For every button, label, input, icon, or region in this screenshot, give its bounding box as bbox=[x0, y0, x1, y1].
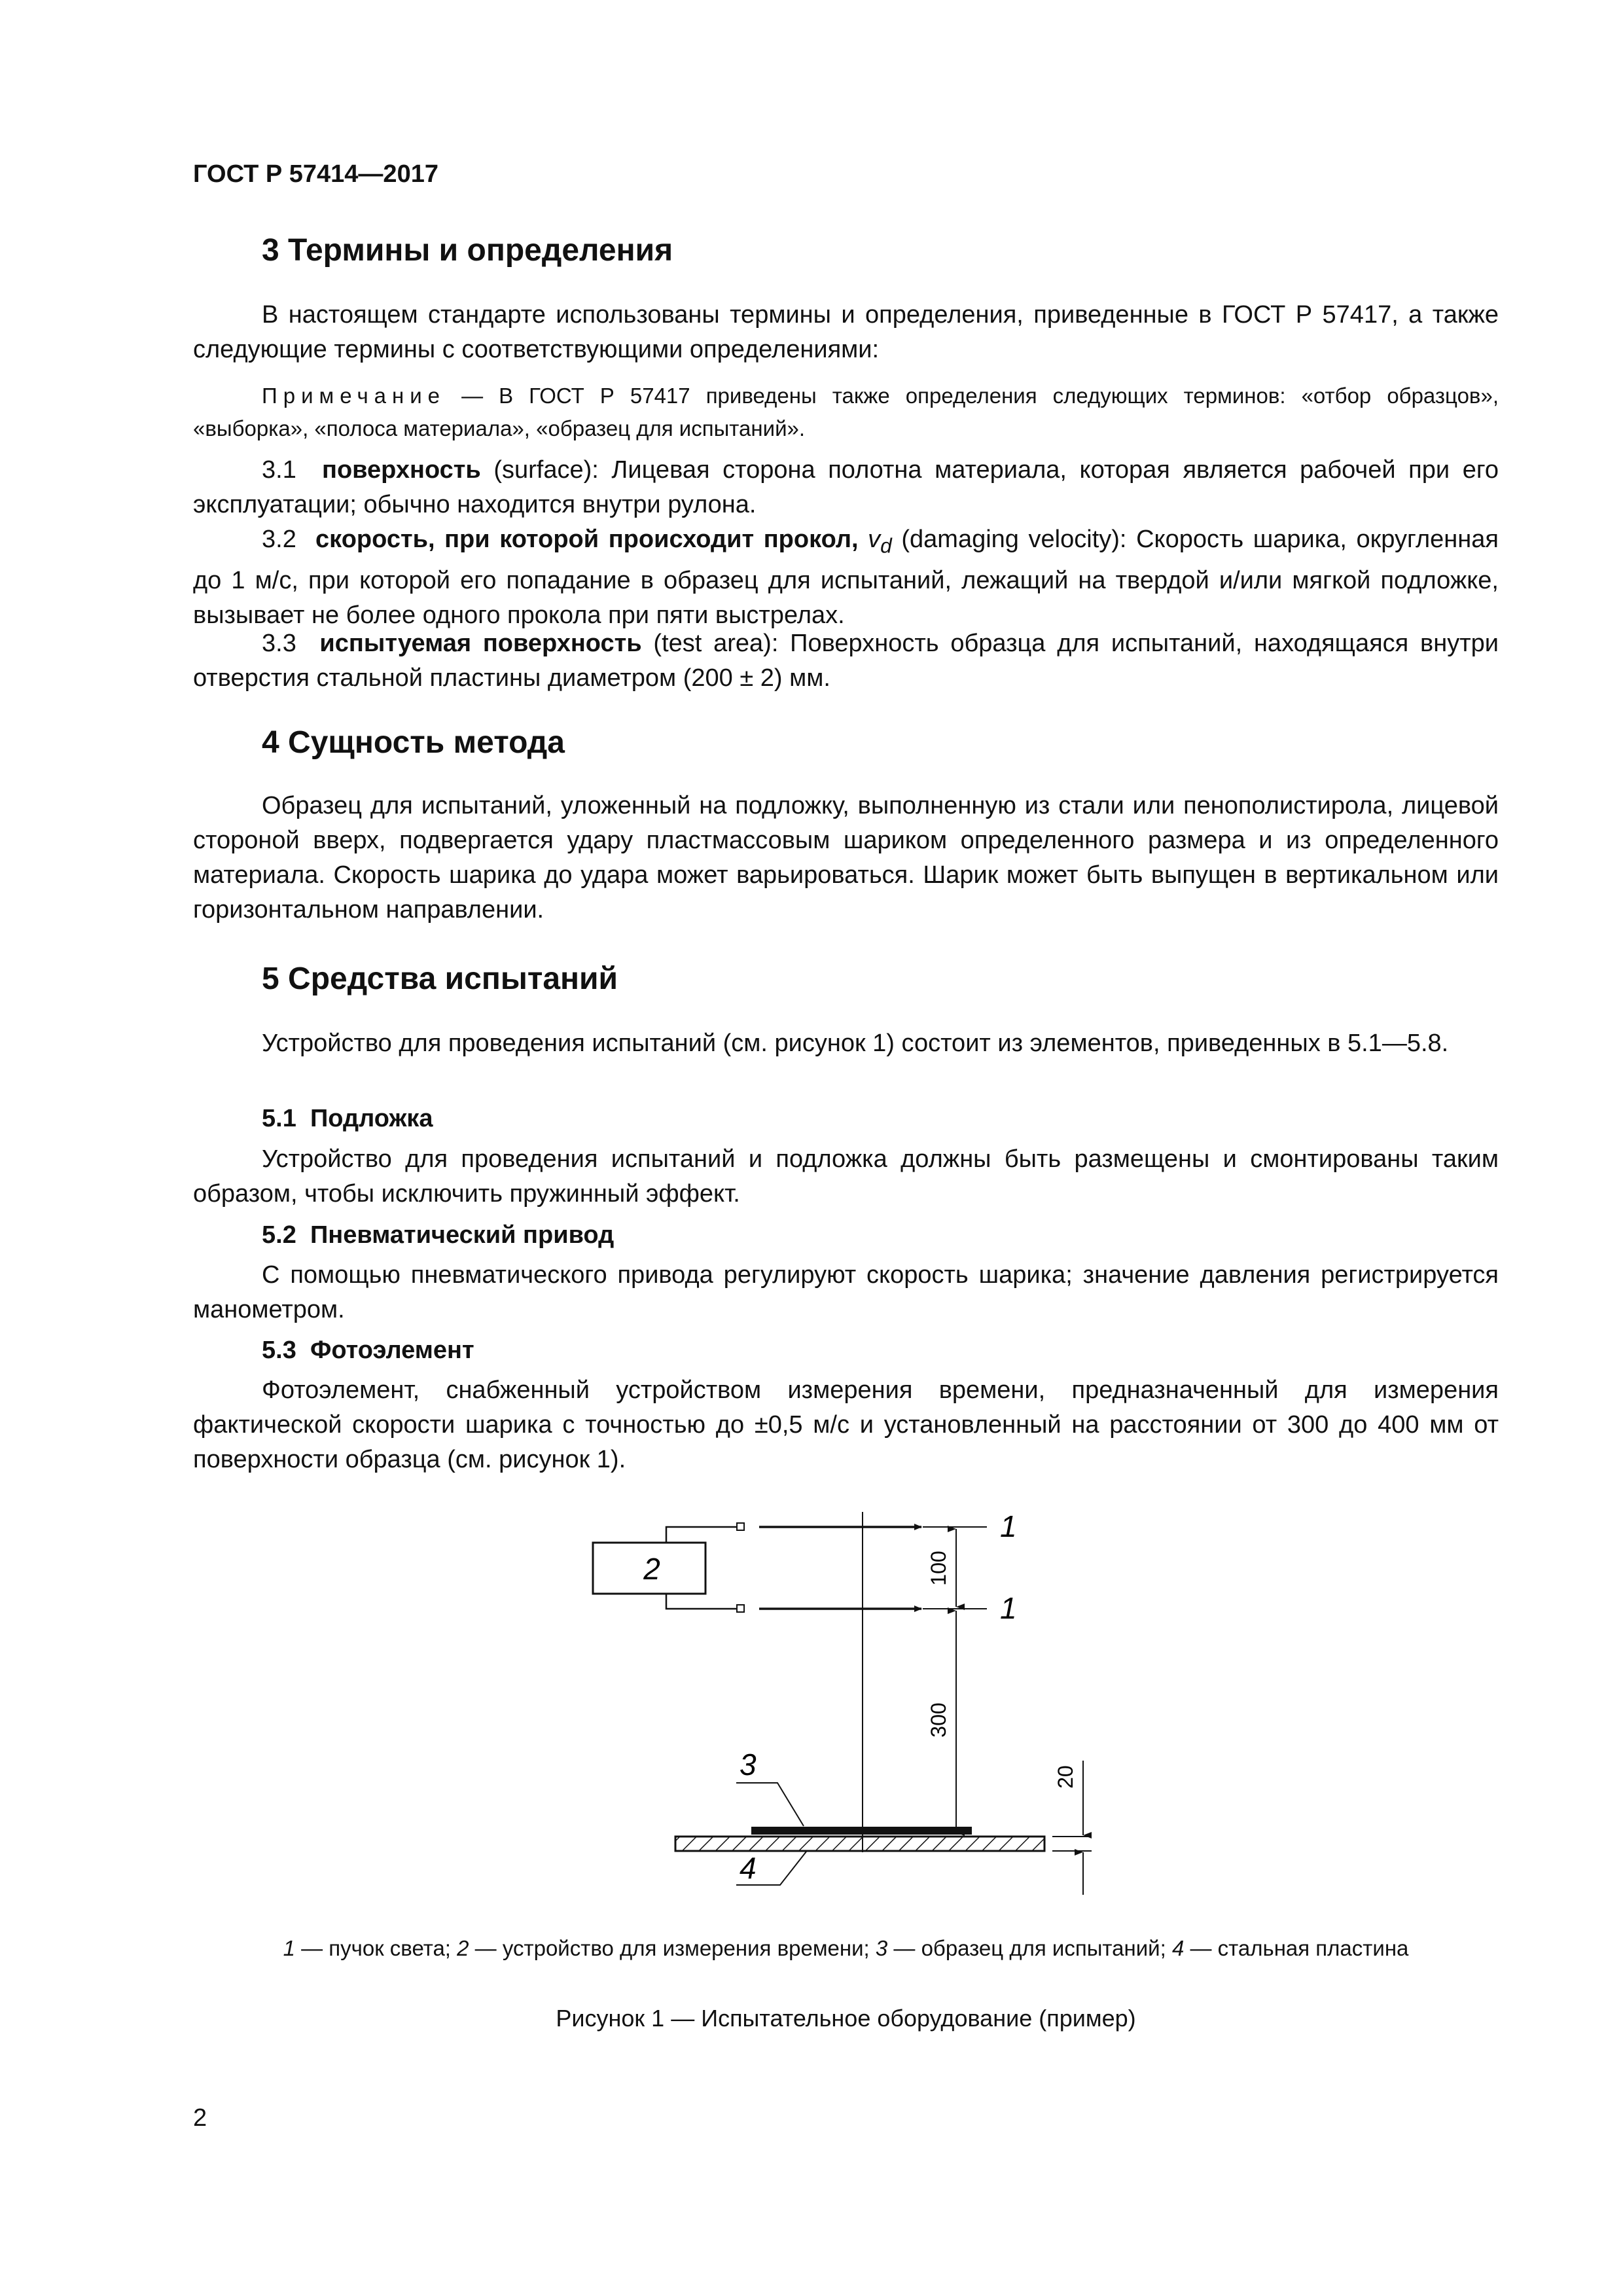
steel-plate bbox=[675, 1837, 1044, 1851]
legend-text-4: — стальная пластина bbox=[1184, 1936, 1409, 1960]
subsection-5-3-number: 5.3 bbox=[262, 1336, 296, 1364]
label-1-bottom: 1 bbox=[1000, 1591, 1017, 1625]
subsection-5-2-number: 5.2 bbox=[262, 1221, 296, 1249]
leader-3 bbox=[736, 1783, 804, 1826]
term-3-3-term: испытуемая поверхность bbox=[319, 630, 642, 657]
wire-top bbox=[666, 1527, 737, 1543]
subsection-5-2-text: С помощью пневматического привода регулируют скорость шарика; значение давления регистрируется манометром. bbox=[193, 1261, 1499, 1323]
subsection-5-3-text: Фотоэлемент, снабженный устройством измерения времени, предназначенный для измерения фактической скорости шарика с точностью до ±0,5 м/с и установленный на расстоянии от 300 до 400 мм от поверхности образца (см. рисунок 1). bbox=[193, 1376, 1499, 1473]
legend-number-1: 1 bbox=[283, 1936, 295, 1960]
emitter-bottom bbox=[737, 1605, 744, 1612]
term-3-3-number: 3.3 bbox=[262, 630, 296, 657]
document-header: ГОСТ Р 57414—2017 bbox=[193, 160, 438, 188]
legend-number-4: 4 bbox=[1171, 1936, 1185, 1960]
section-5-intro: Устройство для проведения испытаний (см. рисунок 1) состоит из элементов, приведенных в 5.1—5.8. bbox=[262, 1030, 1449, 1057]
term-3-2-term: скорость, при которой происходит прокол, bbox=[315, 526, 859, 553]
legend-text-2: — устройство для измерения времени; bbox=[469, 1936, 876, 1960]
section-5-heading: 5 Средства испытаний bbox=[262, 961, 618, 996]
legend-number-3: 3 bbox=[875, 1936, 888, 1960]
legend-text-3: — образец для испытаний; bbox=[887, 1936, 1172, 1960]
section-4-text: Образец для испытаний, уложенный на подложку, выполненную из стали или пенополистирола, лицевой стороной вверх, подвергается удару пластмассовым шариком определенного размера и из определенного материала. Скорость шарика до удара может варьироваться. Шарик может быть выпущен в вертикальном или горизонтальном направлении. bbox=[193, 792, 1499, 924]
note-label: Примечание bbox=[262, 384, 446, 408]
label-4: 4 bbox=[740, 1851, 757, 1885]
section-4-heading: 4 Сущность метода bbox=[262, 725, 565, 760]
figure-title: Рисунок 1 — Испытательное оборудование (пример) bbox=[556, 2005, 1136, 2032]
subsection-5-1-number: 5.1 bbox=[262, 1105, 296, 1132]
term-3-2-definition: (damaging velocity): Скорость шарика, округленная до 1 м/с, при которой его попадание в образец для испытаний, лежащий на твердой и/или мягкой подложке, вызывает не более одного прокола при пяти выстрелах. bbox=[193, 526, 1499, 629]
term-3-2-symbol-subscript: d bbox=[880, 533, 892, 558]
label-3: 3 bbox=[740, 1748, 757, 1782]
subsection-5-1-text: Устройство для проведения испытаний и подложка должны быть размещены и смонтированы таким образом, чтобы исключить пружинный эффект. bbox=[193, 1145, 1499, 1208]
emitter-top bbox=[737, 1523, 744, 1530]
label-1-top: 1 bbox=[1000, 1509, 1017, 1543]
legend-number-2: 2 bbox=[457, 1936, 469, 1960]
term-3-2-number: 3.2 bbox=[262, 526, 296, 553]
term-3-3-definition: (test area): Поверхность образца для испытаний, находящаяся внутри отверстия стальной пластины диаметром (200 ± 2) мм. bbox=[193, 630, 1499, 692]
term-3-1-term: поверхность bbox=[322, 456, 481, 484]
subsection-5-1-title: Подложка bbox=[310, 1105, 433, 1132]
note-text: — В ГОСТ Р 57417 приведены также определения следующих терминов: «отбор образцов», «выборка», «полоса материала», «образец для испытаний». bbox=[193, 384, 1499, 440]
page-number: 2 bbox=[193, 2104, 207, 2132]
dimension-300-label: 300 bbox=[927, 1702, 950, 1738]
dimension-100-label: 100 bbox=[927, 1551, 950, 1586]
dimension-20-label: 20 bbox=[1054, 1765, 1077, 1789]
term-3-1-number: 3.1 bbox=[262, 456, 296, 484]
subsection-5-3-title: Фотоэлемент bbox=[310, 1336, 474, 1364]
term-3-2-symbol: v bbox=[868, 526, 881, 553]
figure-legend bbox=[193, 1936, 1499, 1961]
wire-bottom bbox=[666, 1594, 737, 1609]
legend-text-1: — пучок света; bbox=[294, 1936, 457, 1960]
sample bbox=[751, 1827, 972, 1835]
label-2: 2 bbox=[643, 1552, 660, 1586]
subsection-5-2-title: Пневматический привод bbox=[310, 1221, 615, 1249]
section-3-heading: 3 Термины и определения bbox=[262, 233, 673, 268]
term-3-1-definition: (surface): Лицевая сторона полотна материала, которая является рабочей при его эксплуатации; обычно находится внутри рулона. bbox=[193, 456, 1499, 518]
section-3-intro-text: В настоящем стандарте использованы термины и определения, приведенные в ГОСТ Р 57417, а также следующие термины с соответствующими определениями: bbox=[193, 301, 1499, 363]
